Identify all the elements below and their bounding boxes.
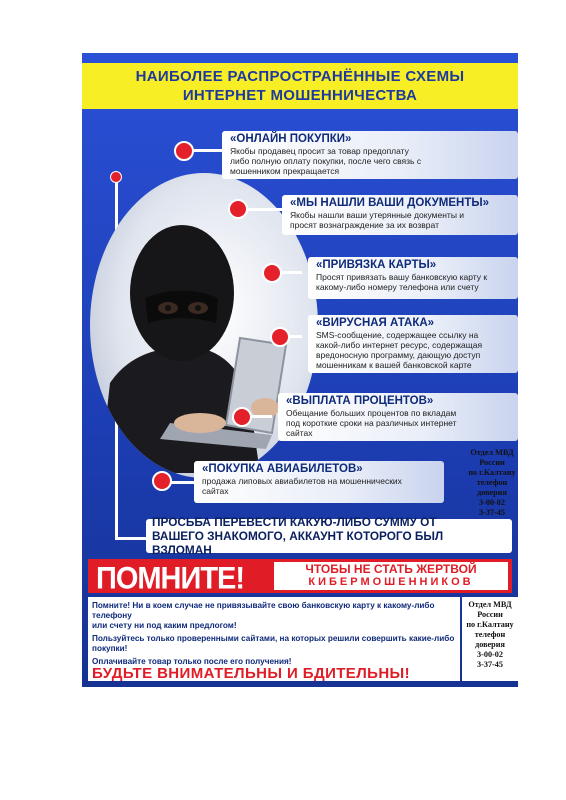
scheme-heading: «ОНЛАЙН ПОКУПКИ» (230, 133, 352, 145)
scheme-heading: «ПРИВЯЗКА КАРТЫ» (316, 259, 437, 271)
contact-phone: 3-37-45 (479, 508, 505, 517)
contact-line: России (479, 458, 505, 467)
scheme-bar-interest (278, 393, 518, 441)
advice-line-1: Помните! Ни в коем случае не привязывайте свою банковскую карту к какому-либо телефону (92, 601, 435, 620)
marker-dot-left-top (110, 171, 122, 183)
advice-panel (88, 597, 460, 681)
title-line-2: ИНТЕРНЕТ МОШЕННИЧЕСТВА (182, 87, 418, 104)
remember-heading: ПОМНИТЕ! (96, 561, 245, 597)
scheme-bar-documents (282, 195, 518, 235)
contact-phone: 3-37-45 (477, 660, 503, 669)
remember-banner (88, 559, 512, 597)
scheme-text: SMS-сообщение, содержащее ссылку на какой-либо интернет ресурс, содержащая вредоносную программу, дающую доступ мошенникам к вашей банковской карте (316, 330, 483, 370)
contact-line: телефон (474, 630, 506, 639)
remember-subtitle-box (274, 562, 508, 590)
slogan: БУДЬТЕ ВНИМАТЕЛЬНЫ И БДИТЕЛЬНЫ! (92, 665, 411, 682)
scheme-heading: «ВЫПЛАТА ПРОЦЕНТОВ» (286, 395, 434, 407)
scheme-text: Обещание больших процентов по вкладам под короткие сроки на различных интернет сайтах (286, 408, 457, 438)
scheme-bar-virus-attack (308, 315, 518, 373)
remember-line-2: КИБЕРМОШЕННИКОВ (308, 576, 474, 588)
scheme-text: продажа липовых авиабилетов на мошеннических сайтах (202, 476, 402, 496)
contact-phone: 3-00-02 (477, 650, 503, 659)
scheme-heading: «МЫ НАШЛИ ВАШИ ДОКУМЕНТЫ» (290, 197, 490, 209)
advice-line-2: или счету ни под каким предлогом! (92, 621, 237, 630)
title-line-1: НАИБОЛЕЕ РАСПРОСТРАНЁННЫЕ СХЕМЫ (135, 68, 465, 85)
scheme-bar-online-purchases (222, 131, 518, 179)
marker-dot-4 (270, 327, 290, 347)
contact-line: доверия (475, 640, 505, 649)
advice-line-4: Оплачивайте товар только после его получения! (92, 657, 292, 666)
scheme-bar-air-tickets (194, 461, 444, 503)
contact-line: по г.Калтану (466, 620, 514, 629)
contact-box-bottom (462, 597, 518, 681)
contact-phone: 3-00-02 (479, 498, 505, 507)
advice-line-3: Пользуйтесь только проверенными сайтами, на которых решили совершить какие-либо покупки! (92, 634, 455, 653)
poster-panel (82, 53, 518, 687)
connector-bottom (115, 537, 149, 540)
contact-line: Отдел МВД (470, 448, 514, 457)
scheme-text: Якобы нашли ваши утерянные документы и просят вознаграждение за их возврат (290, 210, 465, 230)
remember-line-1: ЧТОБЫ НЕ СТАТЬ ЖЕРТВОЙ (305, 562, 477, 576)
contact-overlay-upper (462, 448, 522, 518)
marker-dot-3 (262, 263, 282, 283)
scheme-text: Якобы продавец просит за товар предоплату либо полную оплату покупки, после чего связь с мошенником прекращается (230, 146, 422, 176)
connector-2 (242, 208, 282, 211)
marker-dot-6 (152, 471, 172, 491)
contact-line: России (477, 610, 503, 619)
marker-dot-1 (174, 141, 194, 161)
contact-line: по г.Калтану (468, 468, 516, 477)
title-banner (82, 63, 518, 109)
marker-dot-2 (228, 199, 248, 219)
final-line-2: ВАШЕГО ЗНАКОМОГО, АККАУНТ КОТОРОГО БЫЛ ВЗЛОМАН (152, 529, 444, 557)
connector-1 (192, 149, 224, 152)
scheme-bar-card-binding (308, 257, 518, 299)
scheme-heading: «ПОКУПКА АВИАБИЛЕТОВ» (202, 463, 363, 475)
contact-line: доверия (477, 488, 507, 497)
scheme-heading: «ВИРУСНАЯ АТАКА» (316, 317, 435, 329)
contact-line: Отдел МВД (468, 600, 512, 609)
contact-line: телефон (476, 478, 508, 487)
scheme-text: Просят привязать вашу банковскую карту к какому-либо номеру телефона или счету (316, 272, 488, 292)
scheme-bar-hacked-friend (146, 515, 512, 557)
marker-dot-5 (232, 407, 252, 427)
final-line-1: ПРОСЬБА ПЕРЕВЕСТИ КАКУЮ-ЛИБО СУММУ ОТ (152, 515, 437, 529)
